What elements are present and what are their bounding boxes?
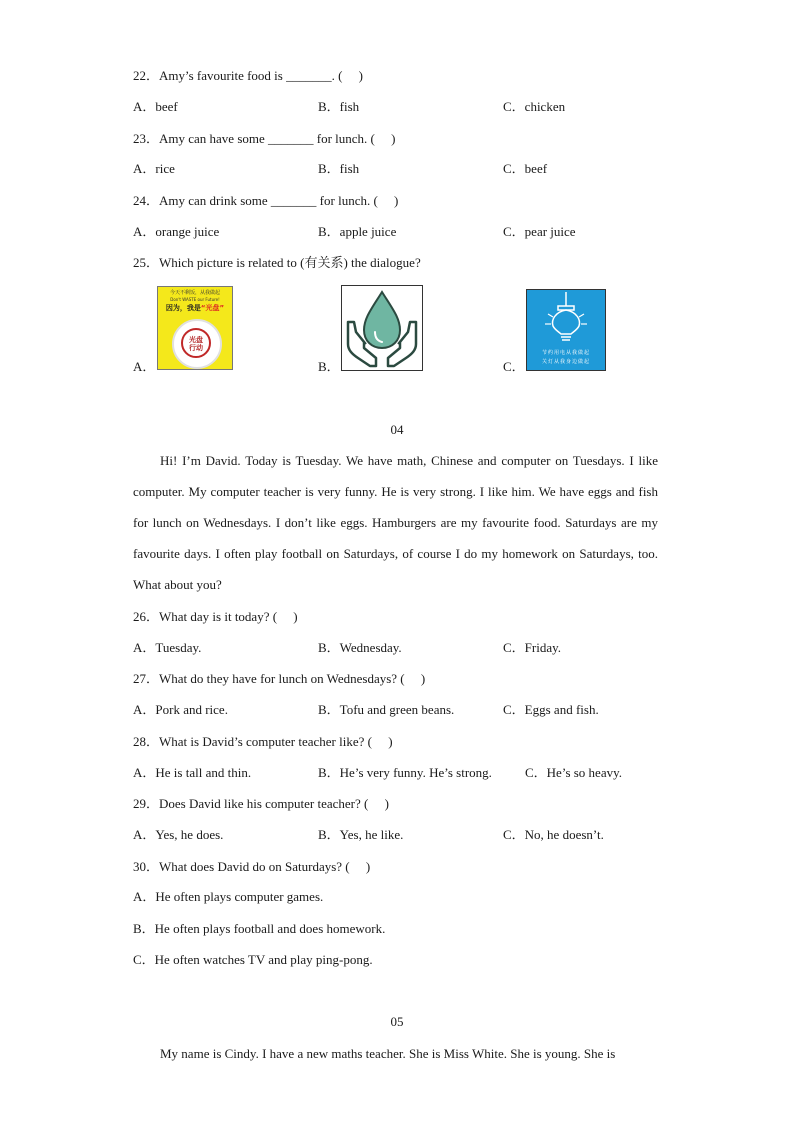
question-27-stem: 27．What do they have for lunch on Wednesdays? ( ) — [133, 671, 426, 686]
poster-slogan — [158, 304, 232, 313]
plate-text-line-1: 光盘 — [189, 336, 203, 344]
poster-slogan-prefix: 因为，我是 — [165, 304, 201, 312]
question-23-option-b: B．fish — [318, 161, 360, 176]
clean-plate-poster — [157, 286, 233, 370]
question-24-option-c: C．pear juice — [503, 224, 576, 239]
question-25-option-b: B． — [318, 359, 340, 374]
plate-ring — [181, 328, 211, 358]
poster-line-2: Don't WASTE our Future! — [170, 297, 220, 302]
question-28-stem: 28．What is David’s computer teacher like? ( ) — [133, 734, 393, 749]
water-drop-hands-icon — [342, 286, 422, 370]
plate-icon — [172, 319, 222, 369]
question-30-option-a: A．He often plays computer games. — [133, 889, 324, 904]
question-23-option-c: C．beef — [503, 161, 548, 176]
poster-slogan-highlight: “光盘” — [200, 304, 225, 312]
plate-text-line-2: 行动 — [189, 344, 203, 352]
save-electricity-line-2: 关灯从我身边做起 — [541, 359, 590, 365]
question-24-stem: 24．Amy can drink some _______ for lunch. ( ) — [133, 193, 399, 208]
section-04-heading: 04 — [390, 422, 404, 437]
question-22-stem: 22．Amy’s favourite food is _______. ( ) — [133, 68, 364, 83]
poster-line-1: 今天不剩饭，从我做起 — [169, 290, 220, 296]
question-26-option-b: B．Wednesday. — [318, 640, 402, 655]
question-30-option-b: B．He often plays football and does homework. — [133, 921, 386, 936]
question-24-option-b: B．apple juice — [318, 224, 397, 239]
question-24-option-a: A．orange juice — [133, 224, 220, 239]
save-electricity-picture — [526, 289, 606, 371]
question-27-option-c: C．Eggs and fish. — [503, 702, 599, 717]
question-27-option-a: A．Pork and rice. — [133, 702, 228, 717]
water-saving-picture — [341, 285, 423, 371]
question-22-option-c: C．chicken — [503, 99, 566, 114]
question-30-stem: 30．What does David do on Saturdays? ( ) — [133, 859, 371, 874]
question-23-stem: 23．Amy can have some _______ for lunch. ( ) — [133, 131, 396, 146]
question-29-option-c: C．No, he doesn’t. — [503, 827, 604, 842]
question-29-stem: 29．Does David like his computer teacher? ( ) — [133, 796, 389, 811]
save-electricity-line-1: 节约用电从我做起 — [541, 350, 590, 356]
question-26-option-a: A．Tuesday. — [133, 640, 202, 655]
question-29-option-b: B．Yes, he like. — [318, 827, 404, 842]
section-05-heading: 05 — [390, 1014, 404, 1029]
question-22-option-a: A．beef — [133, 99, 178, 114]
question-28-option-c: C．He’s so heavy. — [525, 765, 623, 780]
question-29-option-a: A．Yes, he does. — [133, 827, 224, 842]
question-28-option-a: A．He is tall and thin. — [133, 765, 252, 780]
question-25-option-a: A． — [133, 359, 156, 374]
question-23-option-a: A．rice — [133, 161, 175, 176]
question-25-option-c: C． — [503, 359, 525, 374]
light-bulb-icon — [527, 290, 605, 350]
section-05-passage: My name is Cindy. I have a new maths teacher. She is Miss White. She is young. She is — [160, 1046, 616, 1061]
question-28-option-b: B．He’s very funny. He’s strong. — [318, 765, 492, 780]
question-27-option-b: B．Tofu and green beans. — [318, 702, 455, 717]
question-26-option-c: C．Friday. — [503, 640, 562, 655]
plate-text — [183, 336, 209, 352]
question-26-stem: 26．What day is it today? ( ) — [133, 609, 298, 624]
question-22-option-b: B．fish — [318, 99, 360, 114]
question-25-stem: 25．Which picture is related to (有关系) the dialogue? — [133, 255, 421, 270]
section-04-passage: Hi! I’m David. Today is Tuesday. We have math, Chinese and computer on Tuesdays. I like computer. My computer teacher is very funny. He is very strong. I like him. We have eggs and fish for lunch on Wednesdays. I don’t like eggs. Hamburgers are my favourite food. Saturdays are my favourite days. I often play football on Saturdays, of course I do my homework on Saturdays, too. What about you? — [133, 453, 658, 592]
question-30-option-c: C．He often watches TV and play ping-pong. — [133, 952, 373, 967]
